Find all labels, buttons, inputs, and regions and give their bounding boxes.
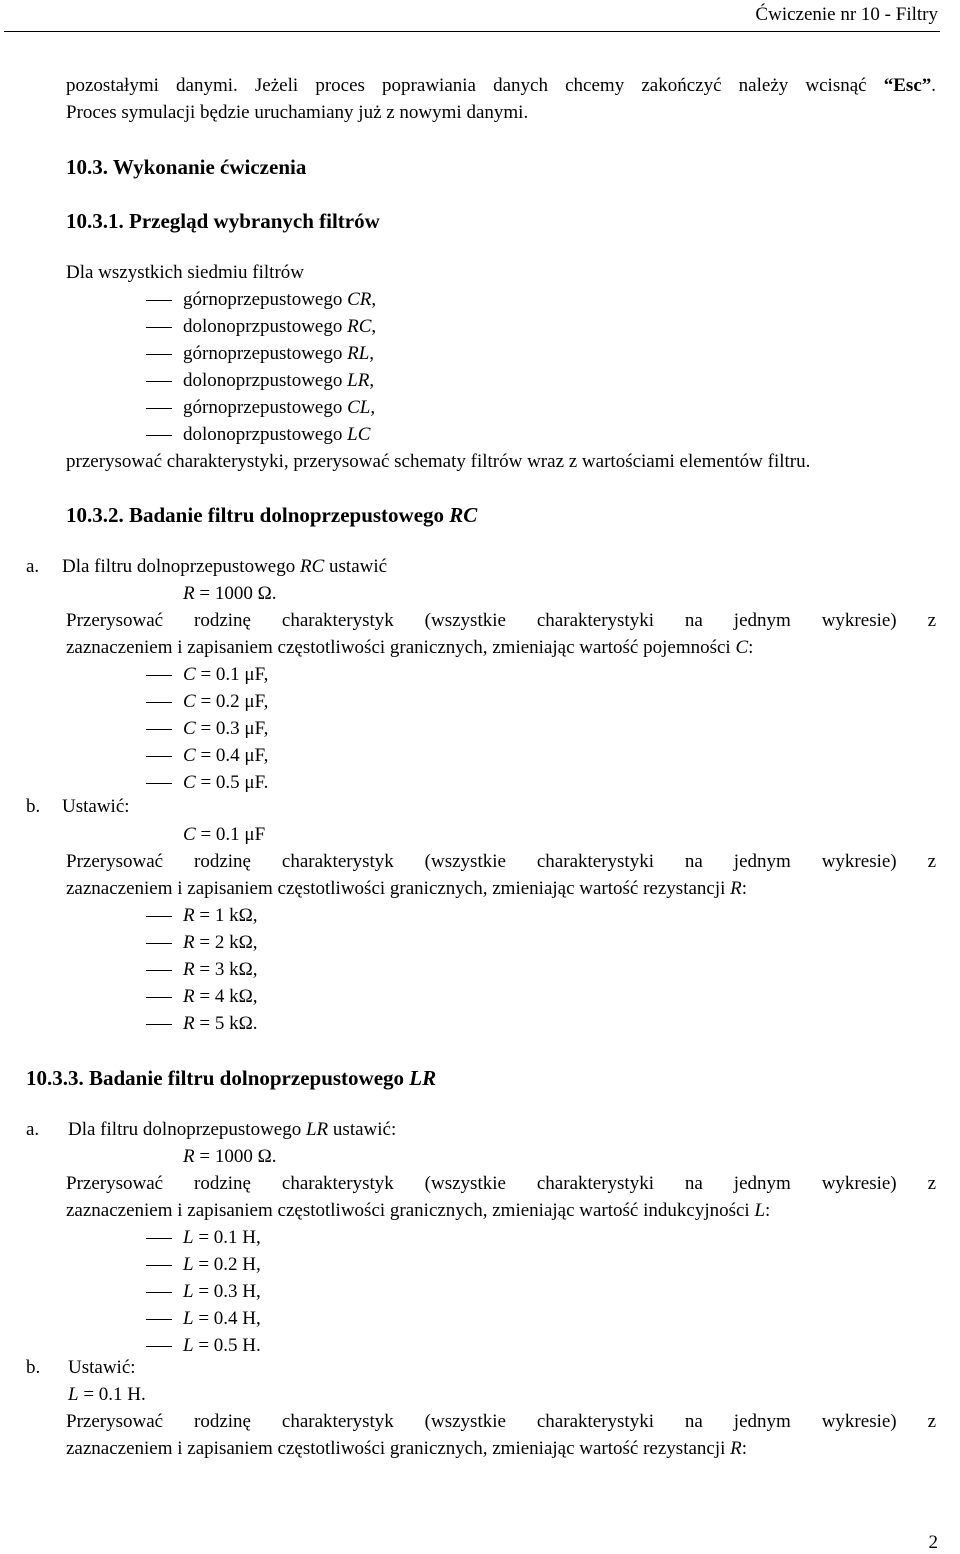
capacitance-item: C = 0.4 μF,: [183, 745, 269, 766]
dash-bullet: [146, 354, 172, 355]
inductance-setting: L = 0.1 H.: [68, 1384, 146, 1405]
dash-bullet: [146, 408, 172, 409]
inductance-item: L = 0.1 H,: [183, 1227, 261, 1248]
dash-bullet: [146, 1319, 172, 1320]
step-a-text: Dla filtru dolnoprzepustowego LR ustawić:: [68, 1119, 397, 1140]
filter-item: dolonoprzpustowego LC: [183, 424, 371, 445]
inductance-item: L = 0.3 H,: [183, 1281, 261, 1302]
inductance-item: L = 0.2 H,: [183, 1254, 261, 1275]
instruction-para-line-1: Przerysować rodzinę charakterystyk (wszystkie charakterystyki na jednym wykresie) z: [66, 610, 936, 631]
dash-bullet: [146, 756, 172, 757]
instruction-para-line-2: zaznaczeniem i zapisaniem częstotliwości granicznych, zmieniając wartość indukcyjności L:: [66, 1200, 771, 1221]
page-number: 2: [928, 1532, 938, 1553]
resistance-item: R = 3 kΩ,: [183, 959, 258, 980]
instruction-para-line-2: zaznaczeniem i zapisaniem częstotliwości granicznych, zmieniając wartość pojemności C:: [66, 637, 754, 658]
step-b-label: b.: [26, 1357, 41, 1378]
dash-bullet: [146, 970, 172, 971]
filter-item: górnoprzepustowego RL,: [183, 343, 375, 364]
dash-bullet: [146, 1265, 172, 1266]
dash-bullet: [146, 675, 172, 676]
dash-bullet: [146, 1346, 172, 1347]
capacitance-item: C = 0.3 μF,: [183, 718, 269, 739]
instruction-para-line-1: Przerysować rodzinę charakterystyk (wszystkie charakterystyki na jednym wykresie) z: [66, 1411, 936, 1432]
dash-bullet: [146, 435, 172, 436]
step-b-text: Ustawić:: [62, 796, 130, 817]
filters-closing: przerysować charakterystyki, przerysować schematy filtrów wraz z wartościami elementów filtru.: [66, 451, 811, 472]
dash-bullet: [146, 916, 172, 917]
header-rule: [4, 31, 940, 32]
section-heading-10-3-1: 10.3.1. Przegląd wybranych filtrów: [66, 209, 380, 233]
resistance-item: R = 4 kΩ,: [183, 986, 258, 1007]
dash-bullet: [146, 943, 172, 944]
page-header: [0, 0, 960, 36]
resistance-item: R = 2 kΩ,: [183, 932, 258, 953]
dash-bullet: [146, 729, 172, 730]
step-a-label: a.: [26, 1119, 40, 1140]
capacitance-item: C = 0.5 μF.: [183, 772, 269, 793]
resistance-setting: R = 1000 Ω.: [183, 1146, 277, 1167]
step-a-text: Dla filtru dolnoprzepustowego RC ustawić: [62, 556, 388, 577]
resistance-item: R = 1 kΩ,: [183, 905, 258, 926]
capacitance-setting: C = 0.1 μF: [183, 824, 266, 845]
intro-line-2: Proces symulacji będzie uruchamiany już z nowymi danymi.: [66, 102, 529, 123]
dash-bullet: [146, 1024, 172, 1025]
inductance-item: L = 0.5 H.: [183, 1335, 261, 1356]
dash-bullet: [146, 702, 172, 703]
section-heading-10-3: 10.3. Wykonanie ćwiczenia: [66, 155, 307, 179]
dash-bullet: [146, 783, 172, 784]
section-heading-10-3-2: 10.3.2. Badanie filtru dolnoprzepustowego RC: [66, 503, 478, 527]
intro-line-1: pozostałymi danymi. Jeżeli proces poprawiania danych chcemy zakończyć należy wcisnąć “Esc”.: [66, 75, 936, 96]
dash-bullet: [146, 381, 172, 382]
resistance-item: R = 5 kΩ.: [183, 1013, 258, 1034]
filter-item: górnoprzepustowego CR,: [183, 289, 377, 310]
dash-bullet: [146, 1292, 172, 1293]
esc-key-label: “Esc”: [883, 75, 932, 96]
dash-bullet: [146, 327, 172, 328]
filter-item: dolonoprzpustowego LR,: [183, 370, 375, 391]
instruction-para-line-1: Przerysować rodzinę charakterystyk (wszystkie charakterystyki na jednym wykresie) z: [66, 1173, 936, 1194]
filters-lead: Dla wszystkich siedmiu filtrów: [66, 262, 304, 283]
dash-bullet: [146, 997, 172, 998]
inductance-item: L = 0.4 H,: [183, 1308, 261, 1329]
instruction-para-line-1: Przerysować rodzinę charakterystyk (wszystkie charakterystyki na jednym wykresie) z: [66, 851, 936, 872]
step-a-label: a.: [26, 556, 40, 577]
section-heading-10-3-3: 10.3.3. Badanie filtru dolnoprzepustowego LR: [26, 1066, 437, 1090]
filter-item: dolonoprzpustowego RC,: [183, 316, 377, 337]
resistance-setting: R = 1000 Ω.: [183, 583, 277, 604]
capacitance-item: C = 0.2 μF,: [183, 691, 269, 712]
filter-item: górnoprzepustowego CL,: [183, 397, 376, 418]
capacitance-item: C = 0.1 μF,: [183, 664, 269, 685]
instruction-para-line-2: zaznaczeniem i zapisaniem częstotliwości granicznych, zmieniając wartość rezystancji R:: [66, 878, 748, 899]
dash-bullet: [146, 1238, 172, 1239]
header-title: Ćwiczenie nr 10 - Filtry: [755, 4, 938, 25]
step-b-text: Ustawić:: [68, 1357, 136, 1378]
dash-bullet: [146, 300, 172, 301]
step-b-label: b.: [26, 796, 41, 817]
instruction-para-line-2: zaznaczeniem i zapisaniem częstotliwości granicznych, zmieniając wartość rezystancji R:: [66, 1438, 748, 1459]
